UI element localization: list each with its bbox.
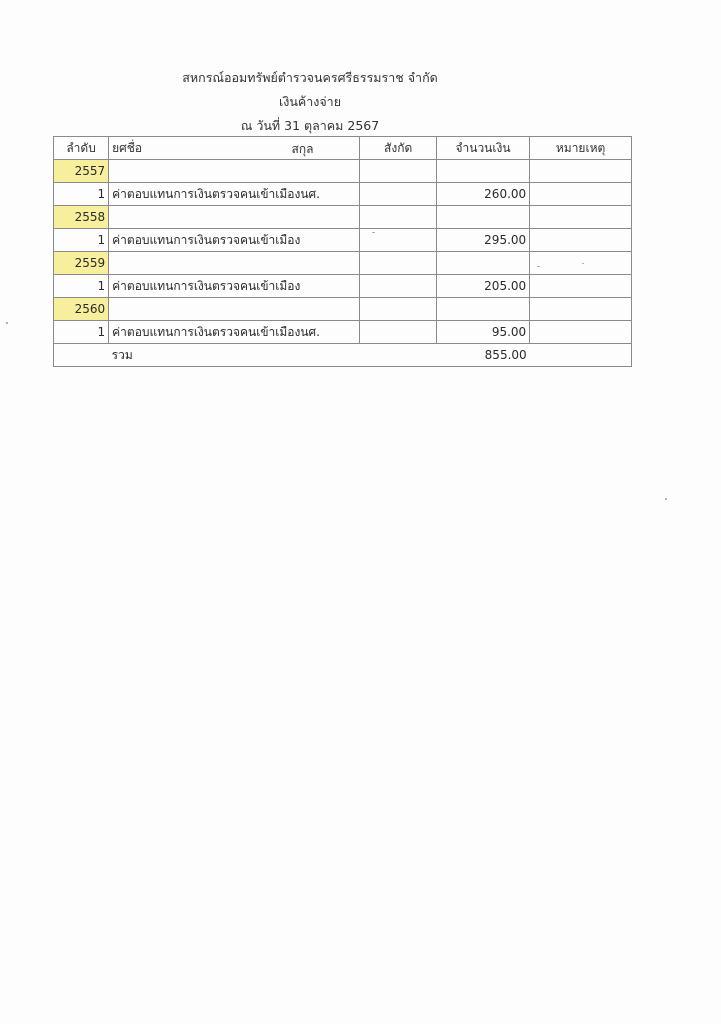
empty-cell	[436, 298, 529, 321]
scan-speck	[665, 498, 667, 500]
empty-cell	[360, 252, 436, 275]
affiliation-cell	[360, 275, 436, 298]
empty-cell	[109, 206, 360, 229]
empty-cell	[54, 344, 109, 367]
seq-cell: 1	[54, 229, 109, 252]
outstanding-payments-table	[53, 136, 632, 367]
empty-cell	[530, 252, 632, 275]
year-cell: 2559	[54, 252, 109, 275]
amount-cell: 295.00	[436, 229, 529, 252]
as-of-date: ณ วันที่ 31 ตุลาคม 2567	[240, 118, 380, 133]
year-cell: 2557	[54, 160, 109, 183]
affiliation-cell	[360, 321, 436, 344]
table-row	[54, 183, 632, 206]
empty-cell	[360, 298, 436, 321]
amount-cell: 260.00	[436, 183, 529, 206]
description-cell: ค่าตอบแทนการเงินตรวจคนเข้าเมือง	[109, 275, 360, 298]
year-row	[54, 298, 632, 321]
scan-speck	[582, 263, 584, 264]
empty-cell	[530, 298, 632, 321]
year-row	[54, 160, 632, 183]
seq-cell: 1	[54, 183, 109, 206]
empty-cell	[530, 344, 632, 367]
col-rank-name-label: ยศชื่อ	[112, 140, 143, 155]
seq-cell: 1	[54, 321, 109, 344]
empty-cell	[530, 206, 632, 229]
year-cell: 2558	[54, 206, 109, 229]
scan-speck	[372, 232, 375, 233]
note-cell	[530, 183, 632, 206]
total-amount: 855.00	[436, 344, 529, 367]
empty-cell	[109, 252, 360, 275]
year-cell: 2560	[54, 298, 109, 321]
note-cell	[530, 321, 632, 344]
table-row	[54, 321, 632, 344]
empty-cell	[109, 160, 360, 183]
description-cell: ค่าตอบแทนการเงินตรวจคนเข้าเมือง	[109, 229, 360, 252]
seq-cell: 1	[54, 275, 109, 298]
empty-cell	[109, 298, 360, 321]
col-name-header	[109, 137, 360, 160]
note-cell	[530, 275, 632, 298]
header-row	[54, 137, 632, 160]
org-name: สหกรณ์ออมทรัพย์ตำรวจนครศรีธรรมราช จำกัด	[182, 70, 438, 85]
col-note-header: หมายเหตุ	[530, 137, 632, 160]
empty-cell	[436, 252, 529, 275]
description-cell: ค่าตอบแทนการเงินตรวจคนเข้าเมืองนศ.	[109, 321, 360, 344]
year-row	[54, 252, 632, 275]
description-cell: ค่าตอบแทนการเงินตรวจคนเข้าเมืองนศ.	[109, 183, 360, 206]
col-seq-header: ลำดับ	[54, 137, 109, 160]
note-cell	[530, 229, 632, 252]
affiliation-cell	[360, 183, 436, 206]
empty-cell	[360, 206, 436, 229]
empty-cell	[360, 160, 436, 183]
total-row	[54, 344, 632, 367]
empty-cell	[530, 160, 632, 183]
scan-speck	[6, 322, 8, 324]
table-row	[54, 275, 632, 298]
scan-speck	[537, 266, 540, 267]
amount-cell: 205.00	[436, 275, 529, 298]
table-row	[54, 229, 632, 252]
total-label: รวม	[109, 344, 360, 367]
empty-cell	[360, 344, 436, 367]
amount-cell: 95.00	[436, 321, 529, 344]
col-affiliation-header: สังกัด	[360, 137, 436, 160]
empty-cell	[436, 206, 529, 229]
doc-title: เงินค้างจ่าย	[278, 94, 342, 109]
col-amount-header: จำนวนเงิน	[436, 137, 529, 160]
year-row	[54, 206, 632, 229]
empty-cell	[436, 160, 529, 183]
col-surname-label: สกุล	[291, 142, 314, 156]
